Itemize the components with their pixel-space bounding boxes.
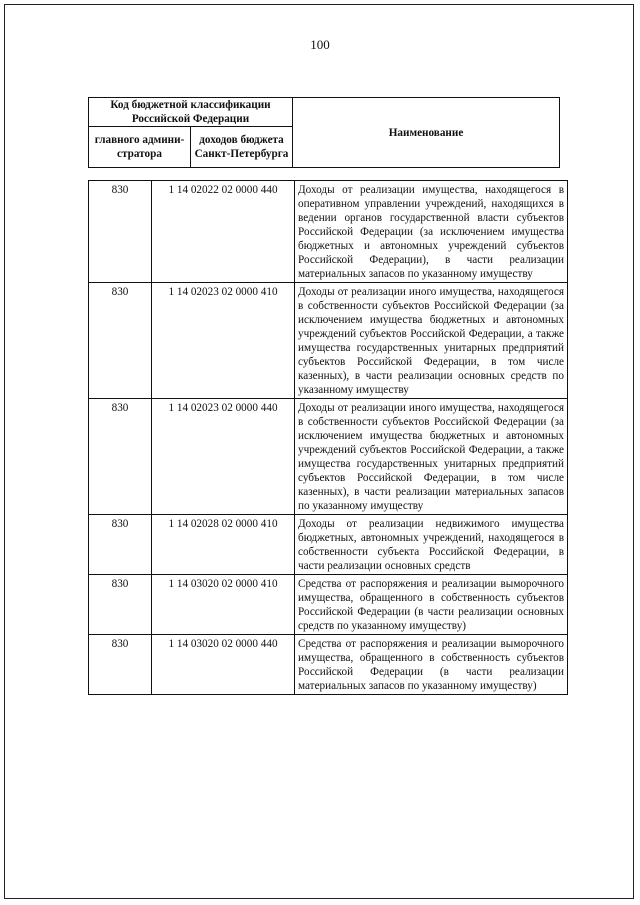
revenue-name-cell: Доходы от реализации имущества, находящегося в оперативном управлении учреждений, находящихся в ведении органов государственной власти субъектов Российской Федерации (за исключением имущества бюджетных и автономных учреждений субъектов Российской Федерации), в части реализации материальных запасов по указанному имуществу	[295, 181, 568, 283]
revenue-name-cell: Средства от распоряжения и реализации выморочного имущества, обращенного в собственность субъектов Российской Федерации (в части реализации основных средств по указанному имуществу)	[295, 575, 568, 635]
header-revenue-code: доходов бюджета Санкт-Петербурга	[191, 127, 293, 168]
table-row	[89, 399, 568, 515]
admin-code-cell: 830	[89, 283, 152, 399]
revenue-name-cell: Доходы от реализации иного имущества, находящегося в собственности субъектов Российской Федерации (за исключением имущества бюджетных и автономных учреждений субъектов Российской Федерации, а также имущества государственных унитарных предприятий субъектов Российской Федерации, в том числе казенных), в части реализации основных средств по указанному имуществу	[295, 283, 568, 399]
header-admin: главного админи-стратора	[89, 127, 191, 168]
table-row	[89, 515, 568, 575]
header-name: Наименование	[293, 98, 560, 168]
table-row	[89, 181, 568, 283]
admin-code-cell: 830	[89, 181, 152, 283]
admin-code-cell: 830	[89, 515, 152, 575]
revenue-name-cell: Доходы от реализации иного имущества, находящегося в собственности субъектов Российской Федерации (за исключением имущества бюджетных и автономных учреждений субъектов Российской Федерации, а также имущества государственных унитарных предприятий субъектов Российской Федерации, в том числе казенных), в части реализации материальных запасов по указанному имуществу	[295, 399, 568, 515]
revenue-code-cell: 1 14 02022 02 0000 440	[152, 181, 295, 283]
admin-code-cell: 830	[89, 399, 152, 515]
table-row	[89, 283, 568, 399]
revenue-code-cell: 1 14 02028 02 0000 410	[152, 515, 295, 575]
table-row	[89, 575, 568, 635]
revenue-code-cell: 1 14 03020 02 0000 410	[152, 575, 295, 635]
table-header	[88, 97, 560, 168]
revenue-table	[88, 180, 568, 695]
admin-code-cell: 830	[89, 575, 152, 635]
admin-code-cell: 830	[89, 635, 152, 695]
revenue-name-cell: Доходы от реализации недвижимого имущества бюджетных, автономных учреждений, находящегося в собственности субъекта Российской Федерации, в части реализации основных средств	[295, 515, 568, 575]
revenue-code-cell: 1 14 03020 02 0000 440	[152, 635, 295, 695]
revenue-code-cell: 1 14 02023 02 0000 440	[152, 399, 295, 515]
header-group-title: Код бюджетной классификации Российской Федерации	[89, 98, 293, 127]
revenue-name-cell: Средства от распоряжения и реализации выморочного имущества, обращенного в собственность субъектов Российской Федерации (в части реализации материальных запасов по указанному имуществу)	[295, 635, 568, 695]
page-number: 100	[310, 37, 330, 52]
table-row	[89, 635, 568, 695]
revenue-code-cell: 1 14 02023 02 0000 410	[152, 283, 295, 399]
